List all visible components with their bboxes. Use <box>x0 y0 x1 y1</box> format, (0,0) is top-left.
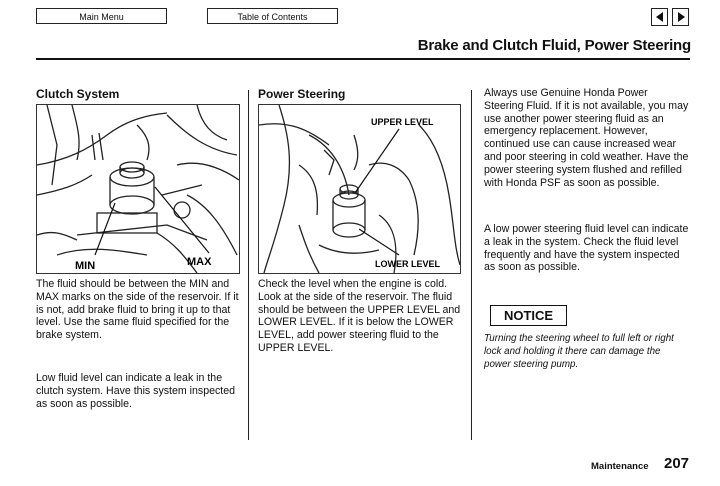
title-divider <box>36 58 690 60</box>
previous-page-button[interactable] <box>651 8 668 26</box>
low-fluid-paragraph: A low power steering fluid level can indicate a leak in the system. Check the fluid level frequently and have the system inspected as soon as possible. <box>484 223 689 274</box>
honda-psf-paragraph: Always use Genuine Honda Power Steering Fluid. If it is not available, you may use another power steering fluid as an emergency replacement. However, continued use can cause increased wear and poor steering in cold weather. Have the power steering system flushed and refilled with Honda PSF as soon as possible. <box>484 87 689 189</box>
page-number: 207 <box>664 455 690 472</box>
clutch-paragraph-1: The fluid should be between the MIN and MAX marks on the side of the reservoir. If it is not, add brake fluid to bring it up to that level. Use the same fluid specified for the brake system. <box>36 278 239 342</box>
max-label: MAX <box>187 256 212 268</box>
clutch-reservoir-illustration <box>36 104 240 274</box>
power-steering-heading: Power Steering <box>258 87 346 101</box>
upper-level-label: UPPER LEVEL <box>371 117 434 127</box>
notice-box: NOTICE <box>490 305 567 326</box>
table-of-contents-button[interactable]: Table of Contents <box>207 8 338 24</box>
power-steering-paragraph-1: Check the level when the engine is cold. Look at the side of the reservoir. The fluid should be between the UPPER LEVEL and LOWER LEVEL. If it is below the LOWER LEVEL, add power steering fluid to the UPPER LEVEL. <box>258 278 461 354</box>
column-divider <box>471 90 472 440</box>
clutch-heading: Clutch System <box>36 87 120 101</box>
footer-section-label: Maintenance <box>591 461 649 472</box>
clutch-paragraph-2: Low fluid level can indicate a leak in the clutch system. Have this system inspected as soon as possible. <box>36 372 236 410</box>
main-menu-button[interactable]: Main Menu <box>36 8 167 24</box>
page-title: Brake and Clutch Fluid, Power Steering <box>417 37 691 54</box>
min-label: MIN <box>75 260 96 272</box>
notice-text: Turning the steering wheel to full left or right lock and holding it there can damage the power steering pump. <box>484 333 674 370</box>
arrow-right-icon <box>678 12 685 22</box>
lower-level-label: LOWER LEVEL <box>375 259 440 269</box>
next-page-button[interactable] <box>672 8 689 26</box>
arrow-left-icon <box>656 12 663 22</box>
power-steering-reservoir-illustration <box>258 104 461 274</box>
column-divider <box>248 90 249 440</box>
